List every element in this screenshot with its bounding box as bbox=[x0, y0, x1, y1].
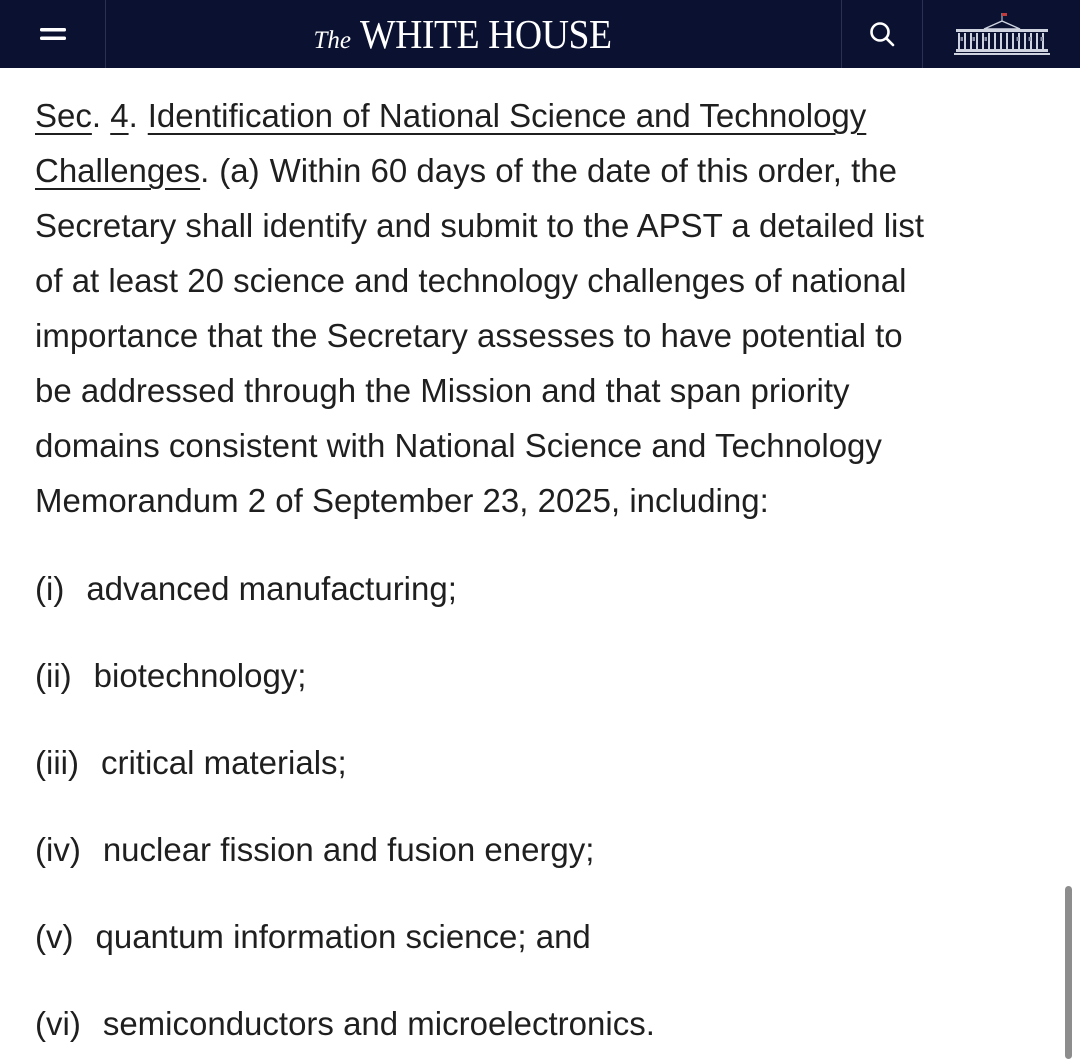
list-item-number: (ii) bbox=[35, 657, 72, 694]
sec-label-period: . bbox=[91, 97, 102, 134]
site-header bbox=[0, 0, 1080, 68]
list-item-text: quantum information science; and bbox=[95, 918, 591, 955]
list-item-text: biotechnology; bbox=[93, 657, 307, 694]
brand-the: The bbox=[313, 27, 351, 54]
white-house-building-icon bbox=[954, 11, 1050, 57]
list-item-number: (iv) bbox=[35, 831, 81, 868]
sec-number-period: . bbox=[128, 97, 138, 134]
body-text-line1: Within 60 days of the date of this order, the bbox=[269, 152, 898, 189]
list-item bbox=[35, 830, 594, 870]
scrollbar-thumb[interactable] bbox=[1065, 886, 1072, 1059]
search-icon bbox=[868, 20, 896, 48]
sec-number-link[interactable]: 4 bbox=[110, 97, 129, 134]
section-paragraph bbox=[35, 88, 1055, 528]
document-content bbox=[35, 88, 1055, 1042]
hamburger-menu-icon bbox=[39, 24, 67, 44]
heading-period: . bbox=[200, 152, 210, 189]
white-house-logo bbox=[923, 0, 1080, 68]
list-item-number: (i) bbox=[35, 570, 65, 607]
list-item bbox=[35, 1004, 655, 1044]
body-text-line4: importance that the Secretary assesses to have potential to bbox=[35, 317, 903, 354]
list-item-number: (v) bbox=[35, 918, 74, 955]
list-item bbox=[35, 656, 306, 696]
list-item bbox=[35, 917, 591, 957]
section-heading-link-line1[interactable]: Identification of National Science and Technology bbox=[147, 97, 867, 134]
list-item bbox=[35, 743, 347, 783]
list-item bbox=[35, 569, 457, 609]
list-item-text: semiconductors and microelectronics. bbox=[102, 1005, 655, 1042]
brand-name: WHITE HOUSE bbox=[360, 11, 612, 57]
sec-label-link[interactable]: Sec bbox=[35, 97, 92, 134]
paragraph-label: (a) bbox=[219, 152, 260, 189]
menu-button[interactable] bbox=[0, 0, 106, 68]
list-item-number: (vi) bbox=[35, 1005, 81, 1042]
search-button[interactable] bbox=[841, 0, 923, 68]
body-text-line2: Secretary shall identify and submit to the APST a detailed list bbox=[35, 207, 925, 244]
list-item-text: critical materials; bbox=[100, 744, 347, 781]
body-text-line5: be addressed through the Mission and that span priority bbox=[35, 372, 850, 409]
list-item-number: (iii) bbox=[35, 744, 79, 781]
body-text-line6: domains consistent with National Science and Technology bbox=[35, 427, 882, 464]
section-heading-link-line2[interactable]: Challenges bbox=[35, 152, 201, 189]
site-logo-link[interactable] bbox=[314, 10, 634, 58]
body-text-line7: Memorandum 2 of September 23, 2025, including: bbox=[35, 482, 769, 519]
body-text-line3: of at least 20 science and technology challenges of national bbox=[35, 262, 907, 299]
logo-area bbox=[106, 0, 841, 68]
list-item-text: advanced manufacturing; bbox=[86, 570, 457, 607]
list-item-text: nuclear fission and fusion energy; bbox=[102, 831, 595, 868]
